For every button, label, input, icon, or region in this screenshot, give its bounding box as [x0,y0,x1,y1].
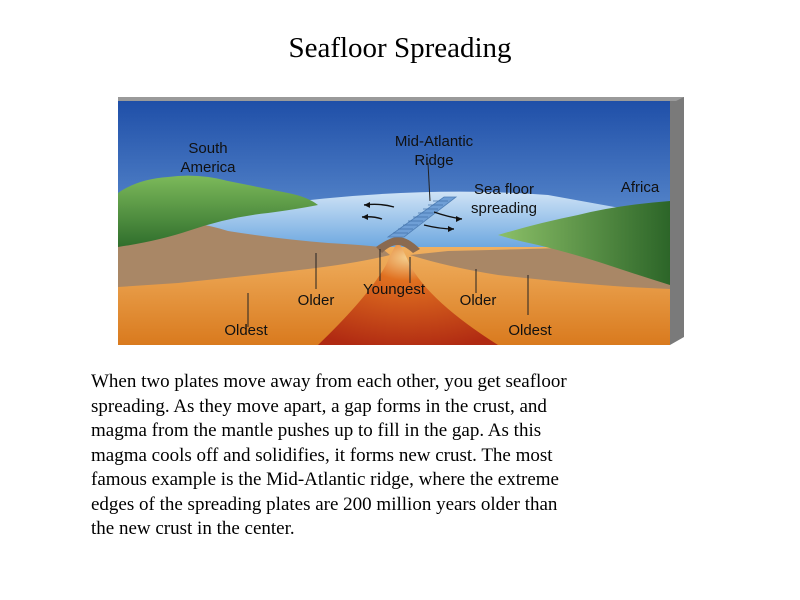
body-line: edges of the spreading plates are 200 million years older than [91,493,558,515]
label-south-america-line1: South [188,140,228,157]
label-africa: Africa [620,179,660,196]
diagram-illustration [118,97,684,345]
label-youngest: Youngest [362,281,426,298]
label-south-america-line2: America [180,159,236,176]
body-line: When two plates move away from each other, you get seafloor [91,371,567,392]
label-oldest-left: Oldest [224,322,268,339]
diagram-side-edge [670,97,684,345]
seafloor-diagram [118,97,684,345]
label-oldest-right: Oldest [508,322,552,339]
diagram-top-edge [118,97,684,101]
label-ridge-line1: Mid-Atlantic [394,133,474,150]
slide-title: Seafloor Spreading [288,32,512,64]
body-line: the new crust in the center. [91,518,295,539]
label-ridge-line2: Ridge [414,152,454,169]
body-paragraph [91,370,731,542]
label-spreading-line1: Sea floor [473,181,535,198]
label-older-right: Older [459,292,497,309]
body-line: famous example is the Mid-Atlantic ridge, where the extreme [91,469,559,490]
body-line: magma from the mantle pushes up to fill in the gap. As this [91,420,542,441]
body-line: spreading. As they move apart, a gap forms in the crust, and [91,395,547,417]
label-spreading-line2: spreading [471,200,537,217]
label-older-left: Older [297,292,335,309]
body-line: magma cools off and solidifies, it forms new crust. The most [91,444,553,466]
